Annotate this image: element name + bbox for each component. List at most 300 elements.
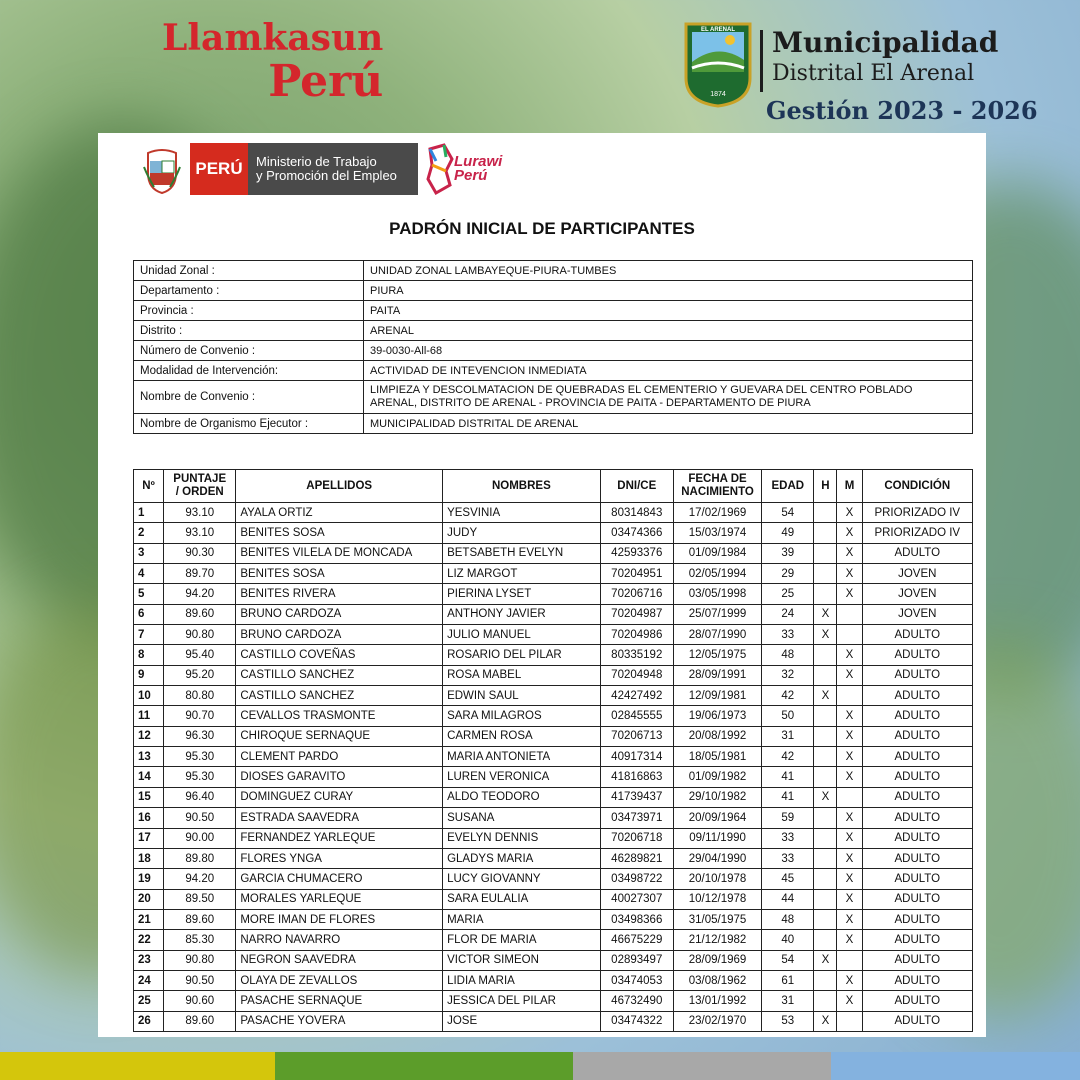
row-dni: 03498366 xyxy=(600,909,673,929)
row-number: 16 xyxy=(134,808,164,828)
row-condicion: ADULTO xyxy=(862,848,972,868)
col-edad: EDAD xyxy=(762,470,814,503)
row-nombres: JUDY xyxy=(443,523,601,543)
row-fecha: 18/05/1981 xyxy=(673,747,761,767)
row-edad: 39 xyxy=(762,543,814,563)
row-apellidos: CASTILLO COVEÑAS xyxy=(236,645,443,665)
municipality-line-2: Distrital El Arenal xyxy=(772,61,975,86)
row-puntaje: 90.30 xyxy=(164,543,236,563)
row-puntaje: 96.40 xyxy=(164,787,236,807)
row-number: 8 xyxy=(134,645,164,665)
row-h: X xyxy=(814,1011,837,1031)
info-row xyxy=(134,321,973,341)
row-number: 2 xyxy=(134,523,164,543)
table-row xyxy=(134,625,973,645)
table-row xyxy=(134,503,973,523)
row-puntaje: 95.40 xyxy=(164,645,236,665)
row-edad: 41 xyxy=(762,767,814,787)
ministry-logo xyxy=(248,143,418,195)
info-value-line-1: LIMPIEZA Y DESCOLMATACION DE QUEBRADAS EL CEMENTERIO Y GUEVARA DEL CENTRO POBLADO xyxy=(370,384,913,396)
row-condicion: ADULTO xyxy=(862,645,972,665)
row-m: X xyxy=(837,584,862,604)
row-number: 7 xyxy=(134,625,164,645)
footer-stripe-blue xyxy=(831,1052,1080,1080)
col-h: H xyxy=(814,470,837,503)
row-dni: 70204986 xyxy=(600,625,673,645)
table-row xyxy=(134,523,973,543)
row-apellidos: BRUNO CARDOZA xyxy=(236,604,443,624)
row-edad: 49 xyxy=(762,523,814,543)
row-nombres: LIDIA MARIA xyxy=(443,970,601,990)
row-fecha: 03/08/1962 xyxy=(673,970,761,990)
row-number: 13 xyxy=(134,747,164,767)
row-m: X xyxy=(837,665,862,685)
peru-coat-of-arms-icon xyxy=(142,147,182,195)
info-value: PAITA xyxy=(364,301,973,321)
row-nombres: SUSANA xyxy=(443,808,601,828)
row-puntaje: 90.50 xyxy=(164,808,236,828)
row-edad: 59 xyxy=(762,808,814,828)
row-nombres: EDWIN SAUL xyxy=(443,686,601,706)
col-apellidos: APELLIDOS xyxy=(236,470,443,503)
row-edad: 29 xyxy=(762,564,814,584)
row-fecha: 01/09/1982 xyxy=(673,767,761,787)
row-apellidos: BENITES RIVERA xyxy=(236,584,443,604)
row-edad: 50 xyxy=(762,706,814,726)
row-fecha: 15/03/1974 xyxy=(673,523,761,543)
row-condicion: PRIORIZADO IV xyxy=(862,523,972,543)
row-nombres: LIZ MARGOT xyxy=(443,564,601,584)
row-h xyxy=(814,909,837,929)
row-m xyxy=(837,625,862,645)
row-h xyxy=(814,584,837,604)
row-number: 21 xyxy=(134,909,164,929)
row-condicion: ADULTO xyxy=(862,665,972,685)
col-dni: DNI/CE xyxy=(600,470,673,503)
row-condicion: ADULTO xyxy=(862,950,972,970)
row-apellidos: DIOSES GARAVITO xyxy=(236,767,443,787)
row-condicion: ADULTO xyxy=(862,869,972,889)
row-fecha: 23/02/1970 xyxy=(673,1011,761,1031)
row-m: X xyxy=(837,543,862,563)
row-m: X xyxy=(837,503,862,523)
row-number: 15 xyxy=(134,787,164,807)
row-apellidos: OLAYA DE ZEVALLOS xyxy=(236,970,443,990)
info-value: MUNICIPALIDAD DISTRITAL DE ARENAL xyxy=(364,414,973,434)
row-m xyxy=(837,787,862,807)
info-row xyxy=(134,301,973,321)
document-title: PADRÓN INICIAL DE PARTICIPANTES xyxy=(389,219,695,238)
row-apellidos: CASTILLO SANCHEZ xyxy=(236,665,443,685)
row-h xyxy=(814,747,837,767)
row-apellidos: PASACHE YOVERA xyxy=(236,1011,443,1031)
col-puntaje-line-1: PUNTAJE xyxy=(173,473,227,485)
table-row xyxy=(134,706,973,726)
table-row xyxy=(134,584,973,604)
row-nombres: JULIO MANUEL xyxy=(443,625,601,645)
row-apellidos: MORALES YARLEQUE xyxy=(236,889,443,909)
row-m: X xyxy=(837,523,862,543)
row-nombres: ROSARIO DEL PILAR xyxy=(443,645,601,665)
row-condicion: ADULTO xyxy=(862,889,972,909)
row-dni: 41816863 xyxy=(600,767,673,787)
row-edad: 61 xyxy=(762,970,814,990)
municipality-shield-icon xyxy=(684,22,752,108)
row-fecha: 20/09/1964 xyxy=(673,808,761,828)
row-dni: 70204951 xyxy=(600,564,673,584)
table-row xyxy=(134,686,973,706)
info-row xyxy=(134,381,973,414)
row-nombres: JOSE xyxy=(443,1011,601,1031)
row-dni: 02845555 xyxy=(600,706,673,726)
table-row xyxy=(134,665,973,685)
col-num: Nº xyxy=(134,470,164,503)
row-number: 5 xyxy=(134,584,164,604)
row-puntaje: 80.80 xyxy=(164,686,236,706)
info-label: Unidad Zonal : xyxy=(134,261,364,281)
row-number: 17 xyxy=(134,828,164,848)
row-puntaje: 90.00 xyxy=(164,828,236,848)
row-m: X xyxy=(837,726,862,746)
row-h xyxy=(814,543,837,563)
participants-table xyxy=(133,469,973,1032)
row-h xyxy=(814,503,837,523)
row-condicion: JOVEN xyxy=(862,584,972,604)
row-fecha: 02/05/1994 xyxy=(673,564,761,584)
row-h xyxy=(814,889,837,909)
info-value: ACTIVIDAD DE INTEVENCION INMEDIATA xyxy=(364,361,973,381)
row-nombres: PIERINA LYSET xyxy=(443,584,601,604)
ministry-line-2: y Promoción del Empleo xyxy=(256,168,397,183)
row-apellidos: ESTRADA SAAVEDRA xyxy=(236,808,443,828)
row-apellidos: CEVALLOS TRASMONTE xyxy=(236,706,443,726)
row-m: X xyxy=(837,970,862,990)
row-puntaje: 90.80 xyxy=(164,950,236,970)
row-condicion: PRIORIZADO IV xyxy=(862,503,972,523)
table-row xyxy=(134,543,973,563)
row-edad: 42 xyxy=(762,747,814,767)
row-number: 20 xyxy=(134,889,164,909)
row-number: 6 xyxy=(134,604,164,624)
row-fecha: 12/09/1981 xyxy=(673,686,761,706)
row-h: X xyxy=(814,604,837,624)
row-puntaje: 94.20 xyxy=(164,869,236,889)
llamkasun-peru-logo xyxy=(162,18,383,106)
row-edad: 42 xyxy=(762,686,814,706)
row-nombres: CARMEN ROSA xyxy=(443,726,601,746)
table-row xyxy=(134,869,973,889)
row-apellidos: PASACHE SERNAQUE xyxy=(236,991,443,1011)
row-puntaje: 90.60 xyxy=(164,991,236,1011)
row-m: X xyxy=(837,889,862,909)
row-fecha: 28/09/1969 xyxy=(673,950,761,970)
info-label: Número de Convenio : xyxy=(134,341,364,361)
row-dni: 80335192 xyxy=(600,645,673,665)
table-row xyxy=(134,787,973,807)
col-m: M xyxy=(837,470,862,503)
row-edad: 31 xyxy=(762,991,814,1011)
lurawi-line-1: Lurawi xyxy=(454,153,503,170)
row-number: 19 xyxy=(134,869,164,889)
row-nombres: VICTOR SIMEON xyxy=(443,950,601,970)
row-dni: 70206718 xyxy=(600,828,673,848)
col-puntaje xyxy=(164,470,236,503)
row-fecha: 12/05/1975 xyxy=(673,645,761,665)
row-edad: 25 xyxy=(762,584,814,604)
row-dni: 70204987 xyxy=(600,604,673,624)
row-nombres: YESVINIA xyxy=(443,503,601,523)
info-row xyxy=(134,361,973,381)
row-fecha: 28/09/1991 xyxy=(673,665,761,685)
col-fecha xyxy=(673,470,761,503)
row-fecha: 21/12/1982 xyxy=(673,930,761,950)
row-fecha: 13/01/1992 xyxy=(673,991,761,1011)
row-condicion: ADULTO xyxy=(862,706,972,726)
lurawi-line-2: Perú xyxy=(454,167,488,184)
footer-stripe-gray xyxy=(573,1052,831,1080)
row-apellidos: MORE IMAN DE FLORES xyxy=(236,909,443,929)
shield-label-bottom: 1874 xyxy=(710,91,726,98)
row-h: X xyxy=(814,686,837,706)
row-edad: 31 xyxy=(762,726,814,746)
info-value-line-2: ARENAL, DISTRITO DE ARENAL - PROVINCIA DE PAITA - DEPARTAMENTO DE PIURA xyxy=(370,397,811,409)
row-condicion: ADULTO xyxy=(862,747,972,767)
row-dni: 70204948 xyxy=(600,665,673,685)
row-fecha: 01/09/1984 xyxy=(673,543,761,563)
municipality-name xyxy=(772,26,998,88)
row-fecha: 31/05/1975 xyxy=(673,909,761,929)
row-h xyxy=(814,645,837,665)
row-fecha: 29/10/1982 xyxy=(673,787,761,807)
row-dni: 03498722 xyxy=(600,869,673,889)
row-condicion: ADULTO xyxy=(862,970,972,990)
row-condicion: ADULTO xyxy=(862,828,972,848)
info-row xyxy=(134,261,973,281)
row-m: X xyxy=(837,991,862,1011)
row-nombres: EVELYN DENNIS xyxy=(443,828,601,848)
row-h xyxy=(814,564,837,584)
table-row xyxy=(134,808,973,828)
row-puntaje: 93.10 xyxy=(164,503,236,523)
row-puntaje: 89.60 xyxy=(164,909,236,929)
footer-stripe-yellow xyxy=(0,1052,275,1080)
row-edad: 33 xyxy=(762,625,814,645)
row-edad: 24 xyxy=(762,604,814,624)
row-h xyxy=(814,523,837,543)
row-fecha: 20/08/1992 xyxy=(673,726,761,746)
row-nombres: LUREN VERONICA xyxy=(443,767,601,787)
row-m xyxy=(837,950,862,970)
row-apellidos: BENITES SOSA xyxy=(236,523,443,543)
row-h xyxy=(814,665,837,685)
row-edad: 54 xyxy=(762,950,814,970)
row-condicion: ADULTO xyxy=(862,726,972,746)
row-dni: 46732490 xyxy=(600,991,673,1011)
row-dni: 42427492 xyxy=(600,686,673,706)
row-condicion: ADULTO xyxy=(862,543,972,563)
table-row xyxy=(134,909,973,929)
row-fecha: 19/06/1973 xyxy=(673,706,761,726)
row-puntaje: 89.70 xyxy=(164,564,236,584)
row-dni: 80314843 xyxy=(600,503,673,523)
col-fecha-line-2: NACIMIENTO xyxy=(681,486,754,498)
row-apellidos: CLEMENT PARDO xyxy=(236,747,443,767)
table-row xyxy=(134,970,973,990)
row-h xyxy=(814,991,837,1011)
row-number: 9 xyxy=(134,665,164,685)
row-condicion: JOVEN xyxy=(862,564,972,584)
row-fecha: 29/04/1990 xyxy=(673,848,761,868)
row-edad: 33 xyxy=(762,848,814,868)
row-condicion: ADULTO xyxy=(862,1011,972,1031)
col-nombres: NOMBRES xyxy=(443,470,601,503)
row-number: 25 xyxy=(134,991,164,1011)
row-dni: 42593376 xyxy=(600,543,673,563)
brand-line-1: Llamkasun xyxy=(162,17,384,59)
info-row xyxy=(134,281,973,301)
row-dni: 46675229 xyxy=(600,930,673,950)
row-edad: 44 xyxy=(762,889,814,909)
row-edad: 53 xyxy=(762,1011,814,1031)
row-apellidos: NARRO NAVARRO xyxy=(236,930,443,950)
info-label: Distrito : xyxy=(134,321,364,341)
info-label: Departamento : xyxy=(134,281,364,301)
row-h xyxy=(814,828,837,848)
col-puntaje-line-2: / ORDEN xyxy=(175,486,224,498)
table-row xyxy=(134,645,973,665)
row-h xyxy=(814,726,837,746)
row-nombres: LUCY GIOVANNY xyxy=(443,869,601,889)
row-m: X xyxy=(837,828,862,848)
row-edad: 32 xyxy=(762,665,814,685)
info-label: Modalidad de Intervención: xyxy=(134,361,364,381)
row-nombres: MARIA xyxy=(443,909,601,929)
row-m: X xyxy=(837,645,862,665)
table-row xyxy=(134,991,973,1011)
col-condicion: CONDICIÓN xyxy=(862,470,972,503)
footer-stripe-green xyxy=(275,1052,573,1080)
row-number: 18 xyxy=(134,848,164,868)
row-edad: 33 xyxy=(762,828,814,848)
row-h xyxy=(814,767,837,787)
row-h xyxy=(814,848,837,868)
row-fecha: 10/12/1978 xyxy=(673,889,761,909)
row-dni: 40917314 xyxy=(600,747,673,767)
table-row xyxy=(134,950,973,970)
info-row xyxy=(134,341,973,361)
municipality-line-1: Municipalidad xyxy=(772,26,999,59)
row-apellidos: CASTILLO SANCHEZ xyxy=(236,686,443,706)
header-divider xyxy=(760,30,763,92)
info-label: Nombre de Organismo Ejecutor : xyxy=(134,414,364,434)
info-value xyxy=(364,381,973,414)
row-h: X xyxy=(814,950,837,970)
row-nombres: SARA MILAGROS xyxy=(443,706,601,726)
row-fecha: 20/10/1978 xyxy=(673,869,761,889)
table-header-row xyxy=(134,470,973,503)
table-row xyxy=(134,747,973,767)
row-condicion: ADULTO xyxy=(862,909,972,929)
row-puntaje: 96.30 xyxy=(164,726,236,746)
row-h xyxy=(814,869,837,889)
peru-label: PERÚ xyxy=(190,143,248,195)
row-fecha: 17/02/1969 xyxy=(673,503,761,523)
table-row xyxy=(134,726,973,746)
convenio-info-table xyxy=(133,260,973,434)
row-puntaje: 89.80 xyxy=(164,848,236,868)
row-number: 23 xyxy=(134,950,164,970)
row-fecha: 09/11/1990 xyxy=(673,828,761,848)
table-row xyxy=(134,767,973,787)
row-puntaje: 89.60 xyxy=(164,1011,236,1031)
row-nombres: JESSICA DEL PILAR xyxy=(443,991,601,1011)
row-m: X xyxy=(837,706,862,726)
row-edad: 45 xyxy=(762,869,814,889)
row-number: 10 xyxy=(134,686,164,706)
row-puntaje: 93.10 xyxy=(164,523,236,543)
info-value: 39-0030-All-68 xyxy=(364,341,973,361)
col-fecha-line-1: FECHA DE xyxy=(688,473,747,485)
row-number: 26 xyxy=(134,1011,164,1031)
row-puntaje: 90.50 xyxy=(164,970,236,990)
row-apellidos: BENITES VILELA DE MONCADA xyxy=(236,543,443,563)
row-number: 14 xyxy=(134,767,164,787)
row-dni: 03474053 xyxy=(600,970,673,990)
row-number: 1 xyxy=(134,503,164,523)
table-row xyxy=(134,848,973,868)
row-apellidos: NEGRON SAAVEDRA xyxy=(236,950,443,970)
row-puntaje: 95.20 xyxy=(164,665,236,685)
info-label: Nombre de Convenio : xyxy=(134,381,364,414)
row-nombres: GLADYS MARIA xyxy=(443,848,601,868)
row-edad: 54 xyxy=(762,503,814,523)
row-puntaje: 95.30 xyxy=(164,767,236,787)
row-dni: 03474366 xyxy=(600,523,673,543)
row-fecha: 28/07/1990 xyxy=(673,625,761,645)
row-apellidos: DOMINGUEZ CURAY xyxy=(236,787,443,807)
row-edad: 48 xyxy=(762,909,814,929)
info-value: PIURA xyxy=(364,281,973,301)
row-m: X xyxy=(837,930,862,950)
row-fecha: 25/07/1999 xyxy=(673,604,761,624)
shield-label-top: EL ARENAL xyxy=(700,27,736,33)
row-apellidos: GARCIA CHUMACERO xyxy=(236,869,443,889)
row-dni: 70206713 xyxy=(600,726,673,746)
row-h: X xyxy=(814,787,837,807)
row-edad: 40 xyxy=(762,930,814,950)
row-number: 4 xyxy=(134,564,164,584)
lurawi-peru-icon xyxy=(422,141,456,197)
row-m: X xyxy=(837,808,862,828)
table-row xyxy=(134,604,973,624)
row-nombres: SARA EULALIA xyxy=(443,889,601,909)
row-dni: 02893497 xyxy=(600,950,673,970)
row-nombres: FLOR DE MARIA xyxy=(443,930,601,950)
row-fecha: 03/05/1998 xyxy=(673,584,761,604)
row-condicion: ADULTO xyxy=(862,767,972,787)
row-m: X xyxy=(837,747,862,767)
participants-body xyxy=(134,503,973,1032)
table-row xyxy=(134,564,973,584)
row-dni: 46289821 xyxy=(600,848,673,868)
row-puntaje: 90.80 xyxy=(164,625,236,645)
row-m xyxy=(837,1011,862,1031)
row-dni: 41739437 xyxy=(600,787,673,807)
row-number: 22 xyxy=(134,930,164,950)
row-dni: 03473971 xyxy=(600,808,673,828)
row-h xyxy=(814,808,837,828)
row-h: X xyxy=(814,625,837,645)
